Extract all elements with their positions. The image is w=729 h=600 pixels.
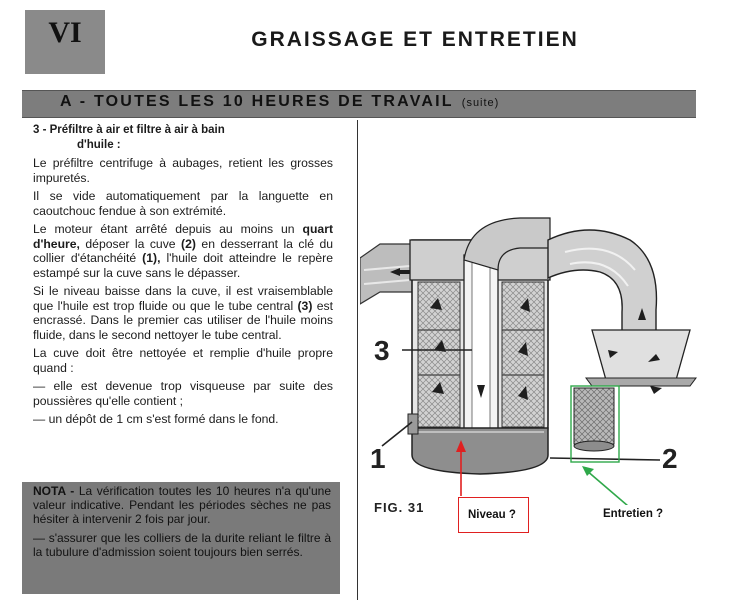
paragraph-1: Le préfiltre centrifuge à aubages, retient les grosses impuretés.: [33, 156, 333, 185]
oil-bowl: [412, 428, 548, 474]
p3-text-e: en desserrant la clé du collier d'étanchéité: [33, 236, 334, 265]
p3-bold-1: (1),: [142, 251, 161, 265]
p3-text-g: l'huile doit atteindre le repère estampé sur la cuve sans le dépasser.: [33, 251, 333, 280]
column-divider: [357, 120, 358, 600]
chapter-number: VI: [48, 16, 82, 49]
section-title-text: A - TOUTES LES 10 HEURES DE TRAVAIL: [60, 93, 454, 110]
paragraph-5: La cuve doit être nettoyée et remplie d'huile propre quand :: [33, 346, 333, 375]
nota-text-1: La vérification toutes les 10 heures n'a qu'une valeur indicative. Pendant les périodes sèches ne pas hésiter à intervenir 2 fois par jour.: [33, 484, 331, 527]
p3-text-c: déposer la cuve: [85, 236, 176, 251]
entretien-annotation: Entretien ?: [603, 508, 664, 520]
nota-paragraph-2: — s'assurer que les colliers de la durite reliant le filtre à la tubulure d'admission soient toujours bien serrés.: [33, 530, 331, 559]
p4-bold-3: (3): [297, 298, 313, 313]
section-title: [60, 93, 499, 111]
nota-paragraph-1: [33, 484, 331, 527]
entretien-arrow-line: [586, 470, 628, 505]
p4-text-c: est encrassé. Dans le premier cas utiliser de l'huile moins fluide, dans le second nettoyer le tube central.: [33, 298, 334, 342]
prefilter-drain: [574, 388, 614, 444]
air-filter-illustration: [360, 200, 729, 505]
p3-bold-2: (2): [181, 236, 196, 251]
p3-bold-quart: quart d'heure,: [33, 222, 334, 251]
paragraph-6: — elle est devenue trop visqueuse par suite des poussières qu'elle contient ;: [33, 379, 333, 408]
nota-text: [33, 484, 331, 563]
p3-text-a: Le moteur étant arrêté depuis au moins un: [33, 222, 295, 236]
callout-2: 2: [662, 443, 678, 474]
subheading-line-2: d'huile :: [77, 138, 121, 151]
nota-label: NOTA -: [33, 484, 75, 498]
figure-caption: FIG. 31: [374, 500, 425, 515]
p4-text-a: Si le niveau baisse dans la cuve, il est vraisemblable que l'huile est trop fluide ou que le tube central: [33, 284, 333, 313]
section-suite: (suite): [461, 97, 500, 109]
callout-1: 1: [370, 443, 386, 474]
paragraph-4: [33, 284, 333, 342]
subheading-line-1: 3 - Préfiltre à air et filtre à air à bain: [33, 124, 225, 136]
page-title: GRAISSAGE ET ENTRETIEN: [251, 28, 579, 51]
paragraph-2: Il se vide automatiquement par la languette en caoutchouc fendue à son extrémité.: [33, 189, 333, 218]
filter-mesh-right: [502, 282, 544, 427]
paragraph-7: — un dépôt de 1 cm s'est formé dans le fond.: [33, 412, 279, 426]
callout-2-leader: [550, 458, 660, 460]
niveau-annotation: Niveau ?: [468, 509, 516, 521]
body-text-column: [33, 123, 333, 431]
prefilter-cone: [592, 330, 690, 380]
callout-3: 3: [374, 335, 390, 366]
paragraph-3: [33, 222, 333, 280]
